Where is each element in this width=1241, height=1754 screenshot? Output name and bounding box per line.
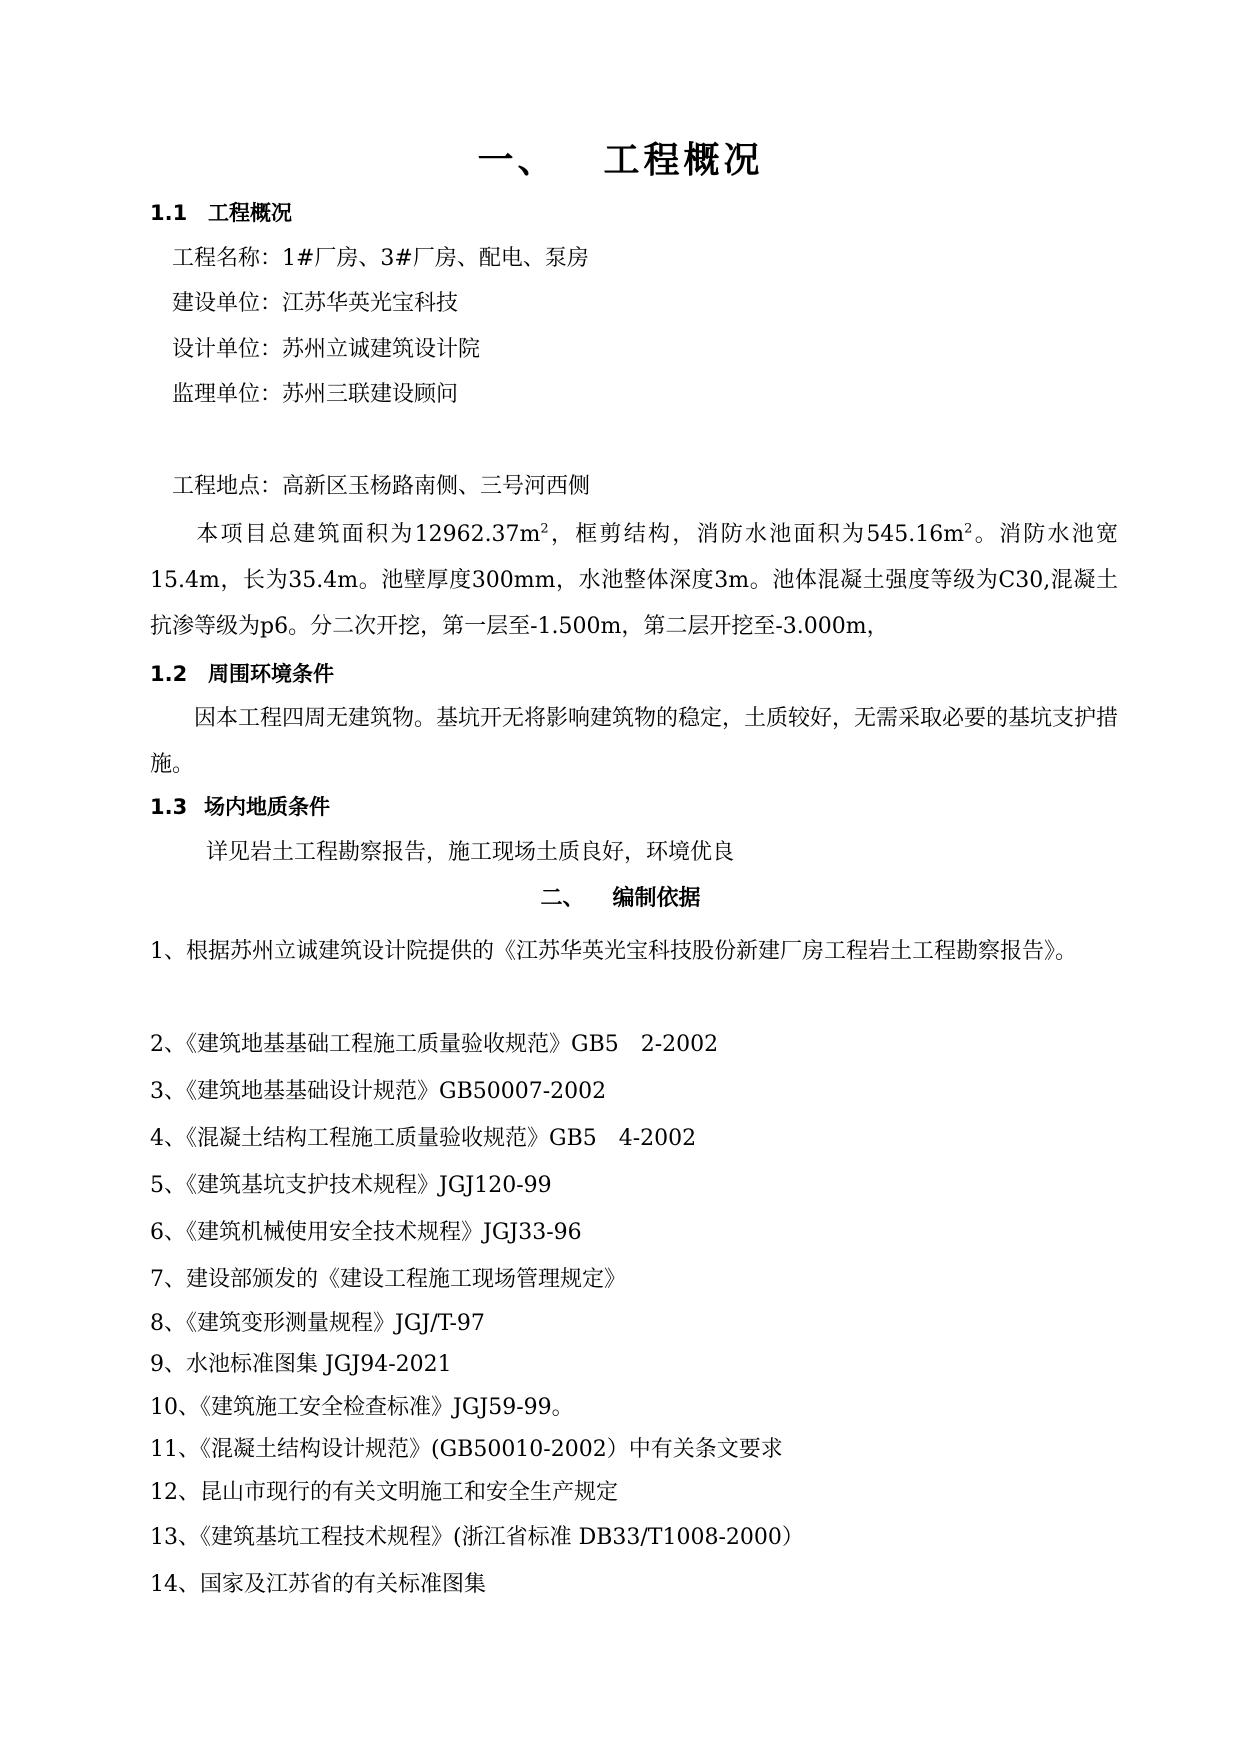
reference-item: 9、水池标准图集 JGJ94-2021 bbox=[150, 1352, 452, 1377]
reference-item: 6、《建筑机械使用安全技术规程》JGJ33-96 bbox=[150, 1220, 582, 1245]
section-number: 1.3 bbox=[150, 795, 188, 819]
location-line: 工程地点：高新区玉杨路南侧、三号河西侧 bbox=[172, 474, 591, 499]
reference-item: 4、《混凝土结构工程施工质量验收规范》GB5 4-2002 bbox=[150, 1126, 697, 1151]
section-number: 1.2 bbox=[150, 662, 188, 686]
reference-item: 10、《建筑施工安全检查标准》JGJ59-99。 bbox=[150, 1395, 574, 1420]
reference-item: 2、《建筑地基基础工程施工质量验收规范》GB5 2-2002 bbox=[150, 1032, 719, 1057]
supervisor-line: 监理单位：苏州三联建设顾问 bbox=[172, 382, 459, 407]
chapter-title-text: 工程概况 bbox=[603, 140, 764, 181]
section-heading-1-1 bbox=[150, 198, 292, 228]
overview-paragraph: 本项目总建筑面积为$12962.37m^2$，框剪结构，消防水池面积为$545.16m^2$。消防水池宽15.4m，长为35.4m。池壁厚度300mm，水池整体深度3m。池体混凝土强度等级为C30,混凝土抗渗等级为p6。分二次开挖，第一层至-1.500m，第二层开挖至-3.000m， bbox=[150, 521, 1118, 639]
section-number: 1.1 bbox=[150, 201, 188, 225]
owner-line: 建设单位：江苏华英光宝科技 bbox=[172, 291, 459, 316]
geology-line: 详见岩土工程勘察报告，施工现场土质良好，环境优良 bbox=[206, 840, 735, 865]
section-title: 场内地质条件 bbox=[204, 795, 330, 819]
reference-item: 11、《混凝土结构设计规范》(GB50010-2002）中有关条文要求 bbox=[150, 1437, 783, 1462]
project-name-line: 工程名称：1#厂房、3#厂房、配电、泵房 bbox=[172, 246, 589, 271]
chapter-title-text: 编制依据 bbox=[612, 886, 701, 911]
section-title: 周围环境条件 bbox=[208, 662, 334, 686]
reference-item: 13、《建筑基坑工程技术规程》(浙江省标准 DB33/T1008-2000） bbox=[150, 1525, 804, 1550]
reference-item: 14、国家及江苏省的有关标准图集 bbox=[150, 1572, 486, 1597]
chapter-2-title bbox=[0, 884, 1241, 914]
reference-item: 7、建设部颁发的《建设工程施工现场管理规定》 bbox=[150, 1267, 626, 1292]
section-heading-1-3 bbox=[150, 792, 330, 822]
chapter-title bbox=[0, 136, 1241, 186]
section-heading-1-2 bbox=[150, 659, 334, 689]
reference-item: 3、《建筑地基基础设计规范》GB50007-2002 bbox=[150, 1079, 607, 1104]
chapter-number: 二、 bbox=[540, 886, 585, 911]
section-title: 工程概况 bbox=[208, 201, 292, 225]
environment-paragraph: 因本工程四周无建筑物。基坑开无将影响建筑物的稳定，土质较好，无需采取必要的基坑支护措施。 bbox=[150, 706, 1119, 777]
reference-item: 12、昆山市现行的有关文明施工和安全生产规定 bbox=[150, 1480, 618, 1505]
reference-item: 8、《建筑变形测量规程》JGJ/T-97 bbox=[150, 1311, 485, 1336]
chapter-number: 一、 bbox=[477, 140, 558, 181]
reference-item: 1、根据苏州立诚建筑设计院提供的《江苏华英光宝科技股份新建厂房工程岩土工程勘察报告》。 bbox=[150, 939, 1078, 964]
reference-item: 5、《建筑基坑支护技术规程》JGJ120-99 bbox=[150, 1173, 552, 1198]
designer-line: 设计单位：苏州立诚建筑设计院 bbox=[172, 337, 481, 362]
